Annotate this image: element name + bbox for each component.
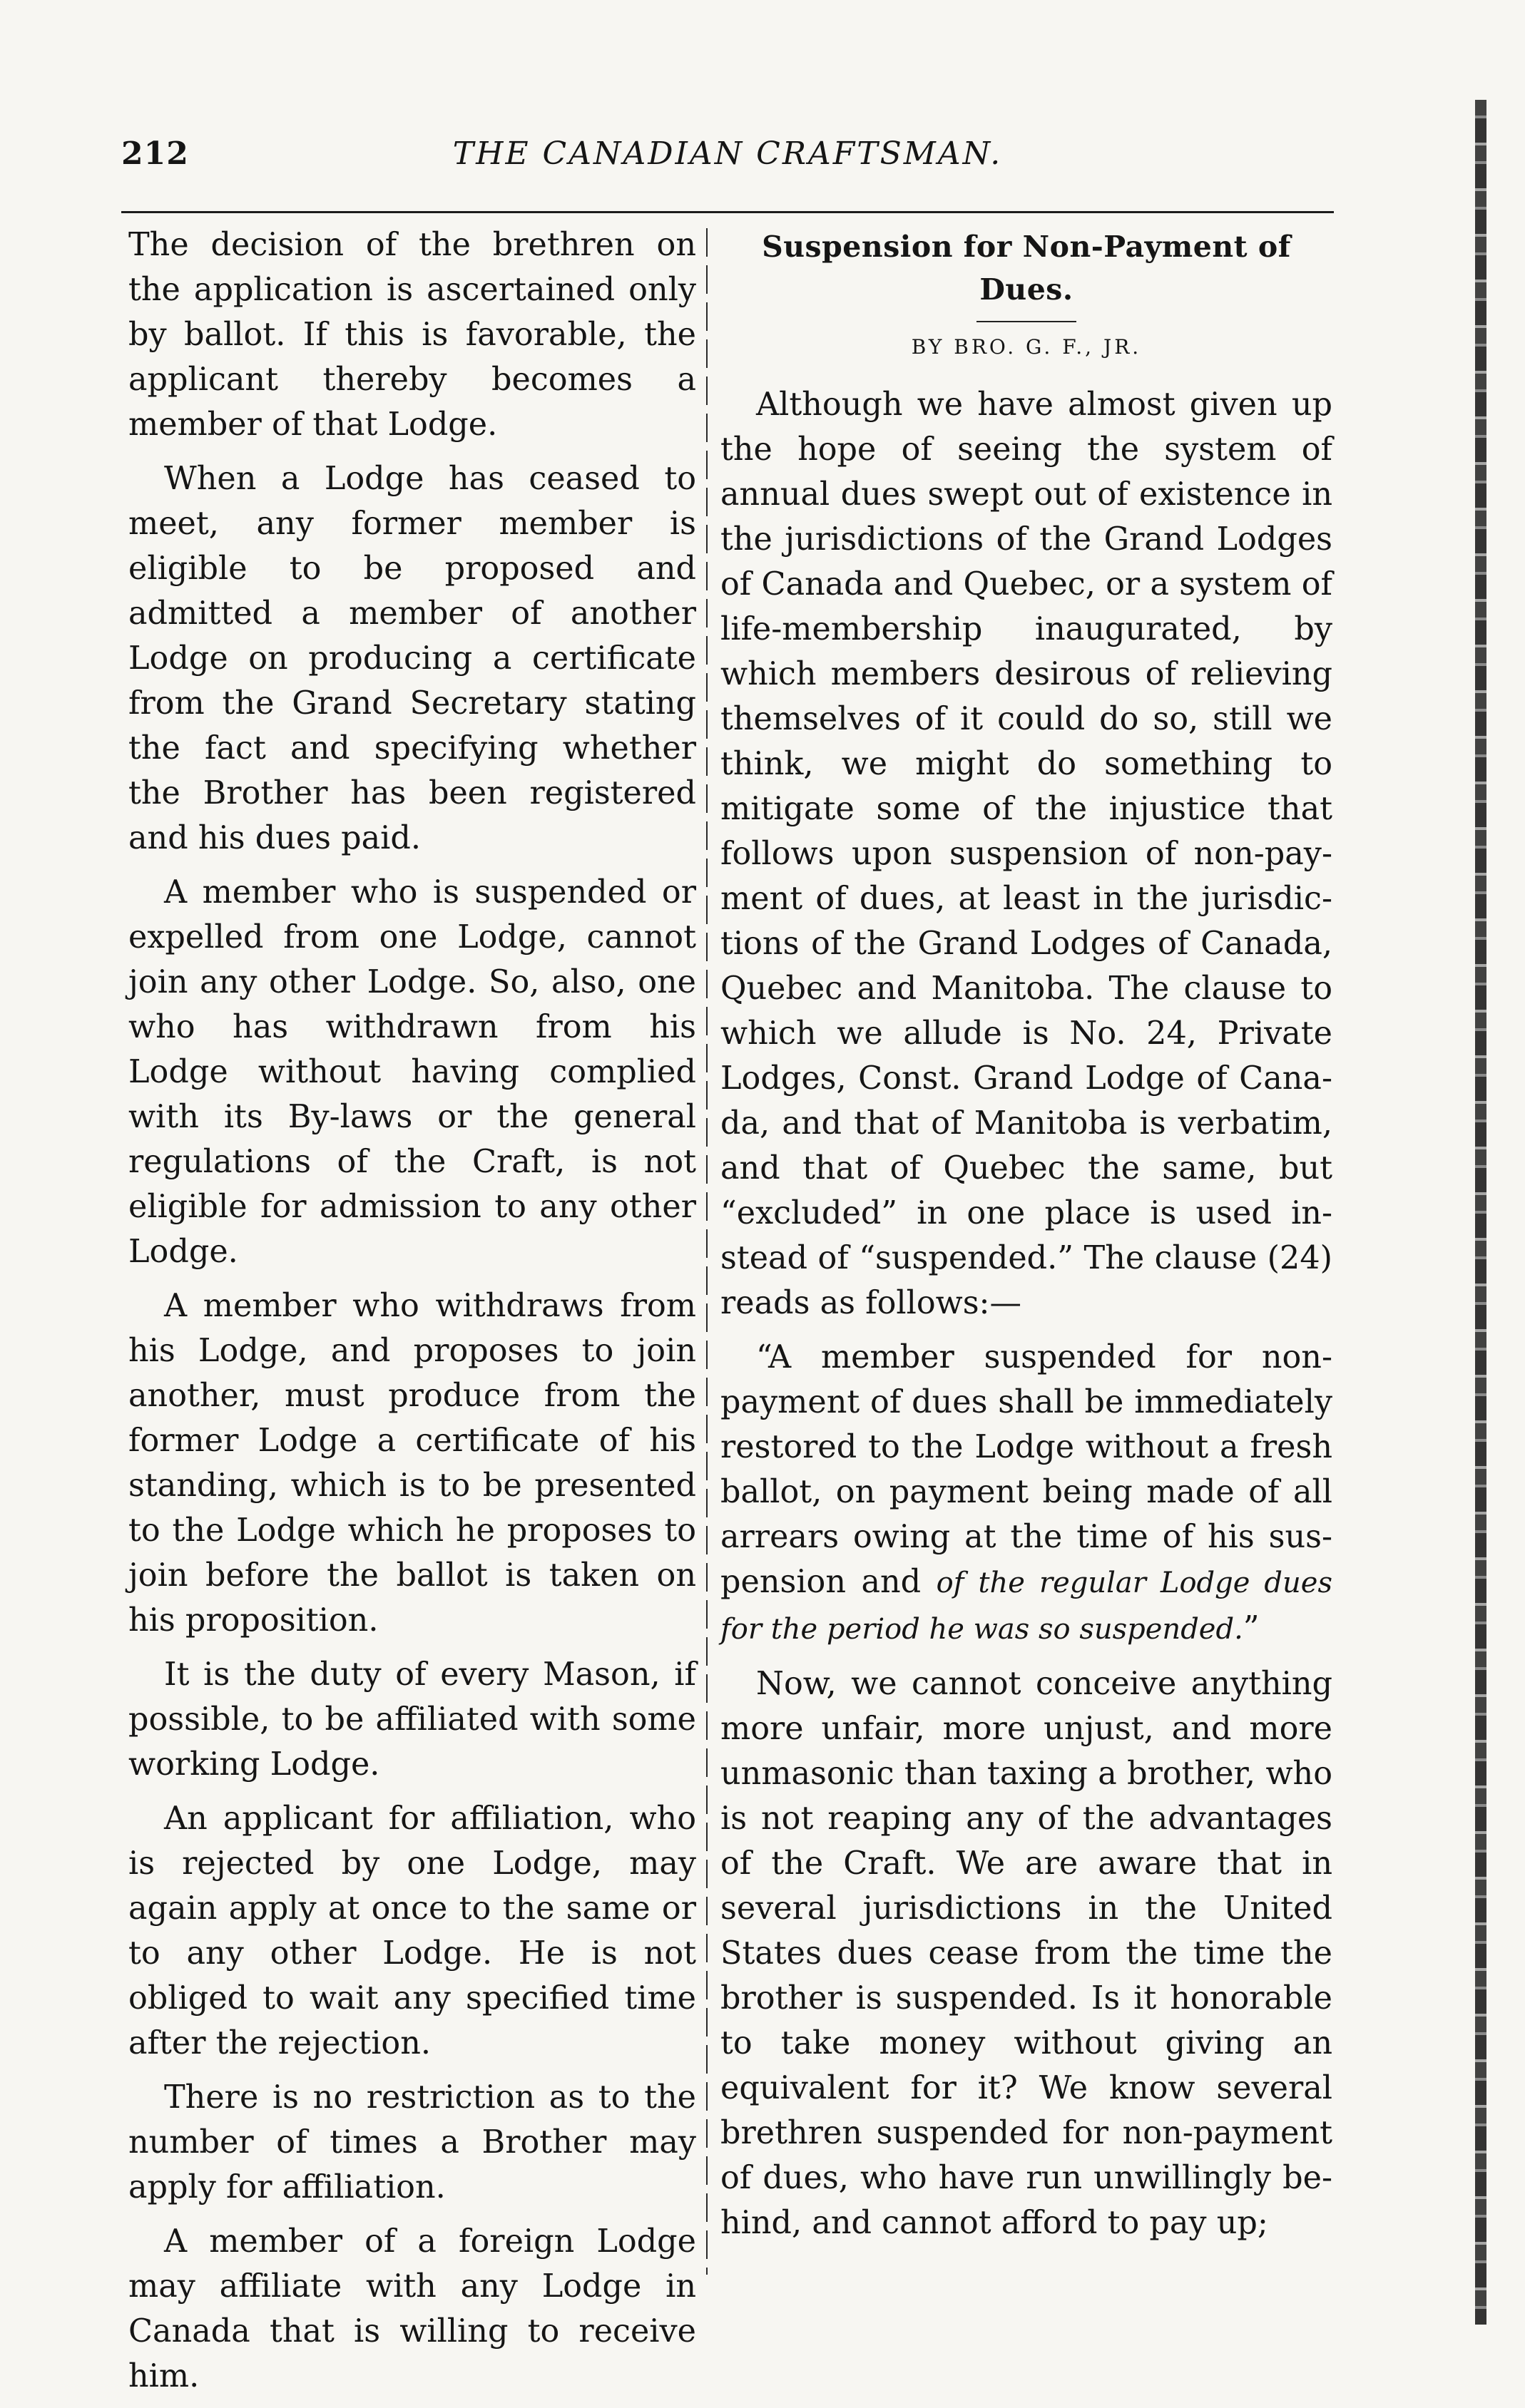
header-rule <box>121 211 1334 213</box>
title-rule <box>976 321 1076 322</box>
page-edge-shadow <box>1475 100 1486 2325</box>
paragraph: An applicant for affiliation, who is rejected by one Lodge, may again apply at once to the same or to any other Lodge. He is not obliged to wait any specified time after the rejection. <box>128 1800 696 2061</box>
quote-text: “A member suspended for non-payment of dues shall be immediately restored to the Lodge without a fresh ballot, on payment being made of all arrears owing at the time of his suspension and <box>720 1339 1332 1600</box>
page-number: 212 <box>121 135 189 172</box>
paragraph: A member who withdraws from his Lodge, and proposes to join another, must produce from the former Lodge a certificate of his standing, which is to be presented to the Lodge which he proposes to join before the ballot is taken on his proposition. <box>128 1288 696 1639</box>
quoted-clause <box>720 1335 1332 1652</box>
right-column <box>720 222 1332 2255</box>
paragraph: A member of a foreign Lodge may affiliate with any Lodge in Canada that is willing to receive him. <box>128 2223 696 2394</box>
paragraph: Although we have almost given up the hope of seeing the system of annual dues swept out of existence in the jurisdictions of the Grand Lodges of Canada and Quebec, or a system of life-membership inaugurated, by which members desirous of relieving themselves of it could do so, still we think, we might do something to mitigate some of the injustice that follows upon suspension of non-payment of dues, at least in the jurisdictions of the Grand Lodges of Canada, Quebec and Manitoba. The clause to which we allude is No. 24, Private Lodges, Const. Grand Lodge of Canada, and that of Manitoba is verbatim, and that of Quebec the same, but “excluded” in one place is used instead of “suspended.” The clause (24) reads as follows:— <box>720 386 1332 1321</box>
article-title: Suspension for Non-Payment of Dues. <box>762 230 1291 307</box>
column-divider <box>706 228 708 2275</box>
paragraph: There is no restriction as to the number of times a Brother may apply for affiliation. <box>128 2079 696 2205</box>
paragraph: The decision of the brethren on the application is ascertained only by ballot. If this is favorable, the applicant thereby becomes a member of that Lodge. <box>128 227 696 443</box>
paragraph: Now, we cannot conceive anything more unfair, more unjust, and more unmasonic than taxing a brother, who is not reaping any of the advantages of the Craft. We are aware that in several jurisdictions in the United States dues cease from the time the brother is suspended. Is it honorable to take money without giving an equivalent for it? We know several brethren suspended for non-payment of dues, who have run unwillingly behind, and cannot afford to pay up; <box>720 1666 1332 2241</box>
paragraph: A member who is suspended or expelled from one Lodge, cannot join any other Lodge. So, also, one who has withdrawn from his Lodge without having complied with its By-laws or the general regulations of the Craft, is not eligible for admission to any other Lodge. <box>128 874 696 1270</box>
quote-italic-text: of the regular Lodge dues for the period he was so suspended. <box>720 1567 1332 1646</box>
paragraph: When a Lodge has ceased to meet, any former member is eligible to be proposed and admitted a member of another Lodge on producing a certificate from the Grand Secretary stating the fact and specifying whether the Brother has been registered and his dues paid. <box>128 461 696 856</box>
quote-close-mark: ” <box>1243 1610 1260 1646</box>
running-title: THE CANADIAN CRAFTSMAN. <box>452 135 1003 172</box>
page-header <box>121 135 1334 193</box>
paragraph: It is the duty of every Mason, if possible, to be affiliated with some working Lodge. <box>128 1656 696 1783</box>
left-column <box>128 222 696 2408</box>
byline: BY BRO. G. F., JR. <box>911 335 1142 359</box>
